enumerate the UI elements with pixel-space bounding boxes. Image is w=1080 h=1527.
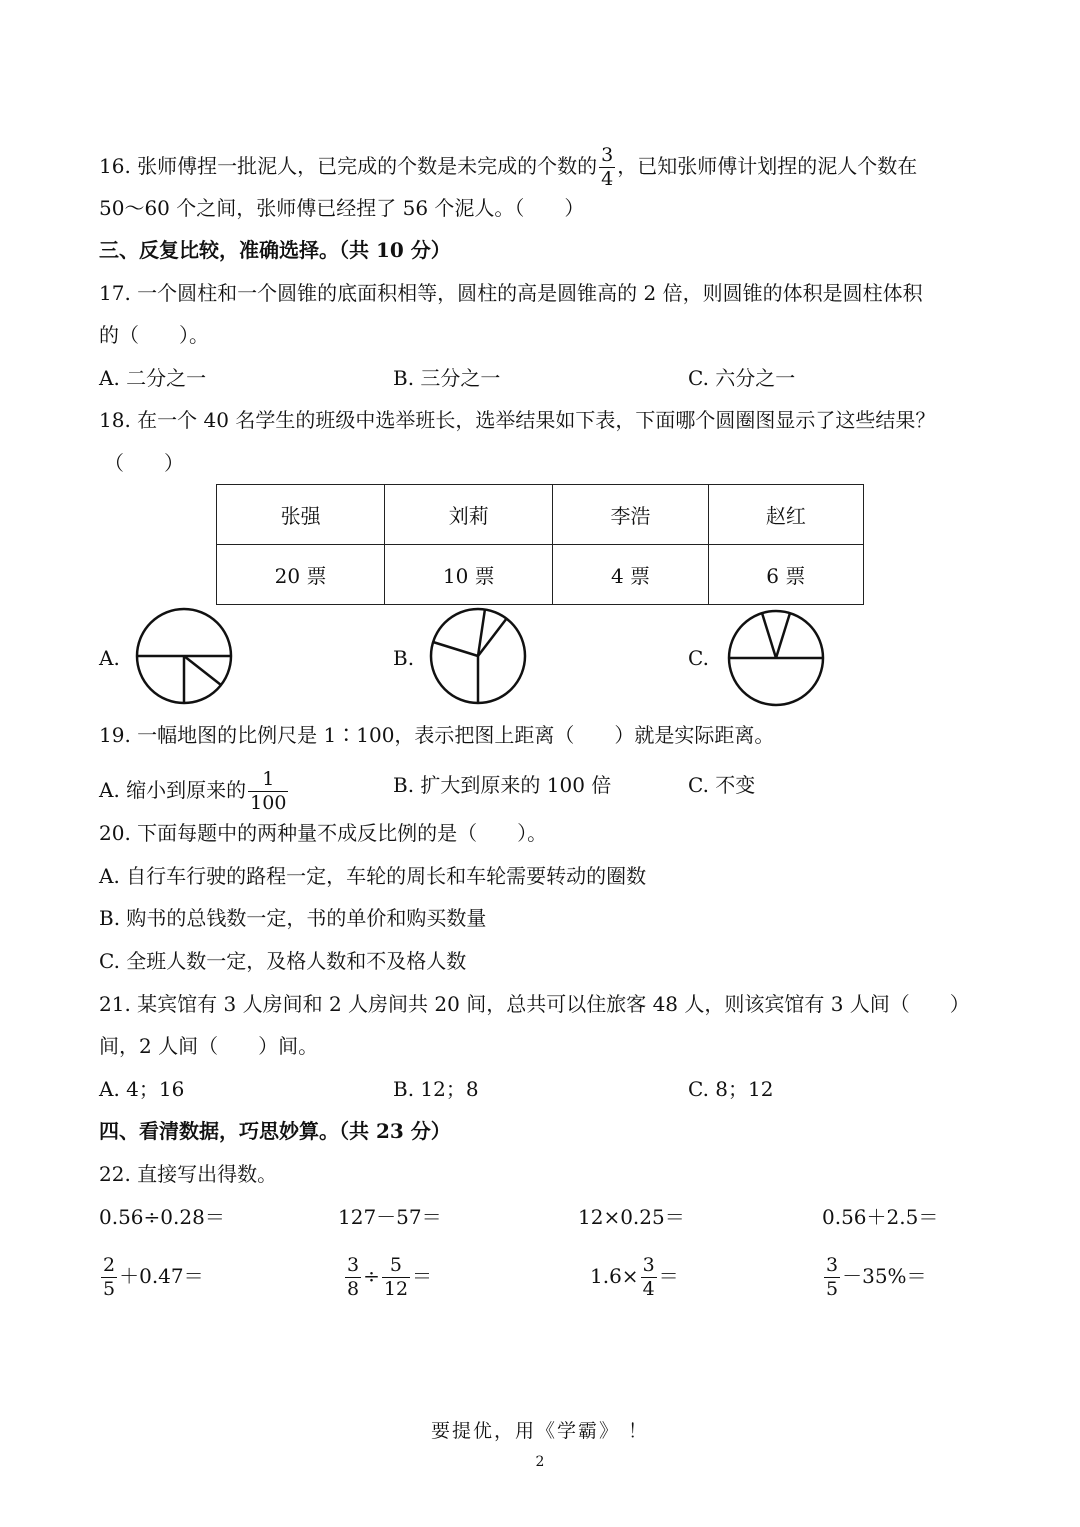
table-header-cell: 李浩 [553, 485, 708, 545]
table-header-cell: 刘莉 [385, 485, 553, 545]
section4-heading: 四、看清数据，巧思妙算。（共 23 分） [99, 1119, 451, 1143]
table-header-cell: 赵红 [708, 485, 863, 545]
table-header-cell: 张强 [217, 485, 385, 545]
calc-item: $\frac{3}{8}$ ÷ $\frac{5}{12}$ ＝ [347, 1254, 433, 1300]
calc-item: 1.6× $\frac{3}{4}$ ＝ [590, 1254, 679, 1300]
calc-item: 0.56＋2.5＝ [822, 1205, 939, 1229]
table-cell: 20 票 [217, 545, 385, 605]
q21-option-a[interactable]: A. 4；16 [99, 1077, 185, 1101]
table-cell: 4 票 [553, 545, 708, 605]
pie-chart-option-b[interactable] [428, 606, 528, 706]
pie-chart-option-a[interactable] [134, 606, 234, 706]
q18-line1: 18. 在一个 40 名学生的班级中选举班长，选举结果如下表，下面哪个圆圈图显示了这些结果？ [99, 408, 936, 432]
table-header-row [217, 485, 864, 545]
q16-line1: 16. 张师傅捏一批泥人，已完成的个数是未完成的个数的 $\frac{3}{4}$ ，已知张师傅计划捏的泥人个数在 [99, 144, 918, 190]
q17-option-b[interactable]: B. 三分之一 [393, 366, 501, 390]
calc-item: 12×0.25＝ [578, 1205, 685, 1229]
vote-table [216, 484, 864, 605]
page-number: 2 [535, 1454, 545, 1470]
q18-option-a-label[interactable]: A. [99, 646, 120, 670]
q21-option-c[interactable]: C. 8；12 [688, 1077, 774, 1101]
q19-line1: 19. 一幅地图的比例尺是 1∶100，表示把图上距离（ ）就是实际距离。 [99, 723, 775, 747]
q18-line2: （ ） [104, 451, 184, 475]
calc-item: 0.56÷0.28＝ [99, 1205, 225, 1229]
footer-slogan: 要提优，用《学霸》 ！ [430, 1420, 650, 1442]
table-row [217, 545, 864, 605]
pie-a-radius-diagonal [184, 656, 221, 685]
table-cell: 10 票 [385, 545, 553, 605]
q16-fraction: $\frac{3}{4}$ [601, 144, 614, 190]
q19-option-c[interactable]: C. 不变 [688, 773, 756, 797]
q21-line1: 21. 某宾馆有 3 人房间和 2 人房间共 20 间，总共可以住旅客 48 人，则该宾馆有 3 人间（ ） [99, 992, 970, 1016]
q19-fraction: $\frac{1}{100}$ [250, 768, 287, 814]
q20-option-a[interactable]: A. 自行车行驶的路程一定，车轮的周长和车轮需要转动的圈数 [99, 864, 647, 888]
table-cell: 6 票 [708, 545, 863, 605]
q21-option-b[interactable]: B. 12；8 [393, 1077, 479, 1101]
q21-line2: 间，2 人间（ ）间。 [99, 1034, 319, 1058]
pie-c-radius-a [762, 613, 776, 658]
pie-c-radius-b [776, 613, 790, 658]
q17-line2: 的（ ）。 [99, 323, 209, 347]
q16-line2: 50～60 个之间，张师傅已经捏了 56 个泥人。（ ） [99, 196, 585, 220]
q20-line1: 20. 下面每题中的两种量不成反比例的是（ ）。 [99, 821, 548, 845]
q17-line1: 17. 一个圆柱和一个圆锥的底面积相等，圆柱的高是圆锥高的 2 倍，则圆锥的体积是圆柱体积 [99, 281, 923, 305]
calc-item: 127－57＝ [338, 1205, 442, 1229]
section3-heading: 三、反复比较，准确选择。（共 10 分） [99, 238, 451, 262]
q19-option-b[interactable]: B. 扩大到原来的 100 倍 [393, 773, 612, 797]
q20-option-c[interactable]: C. 全班人数一定，及格人数和不及格人数 [99, 949, 467, 973]
q17-option-c[interactable]: C. 六分之一 [688, 366, 796, 390]
q18-option-b-label[interactable]: B. [393, 646, 415, 670]
q19-option-a[interactable]: A. 缩小到原来的 $\frac{1}{100}$ [99, 768, 287, 814]
calc-item: $\frac{2}{5}$ ＋0.47＝ [103, 1254, 204, 1300]
calc-item: $\frac{3}{5}$ －35%＝ [826, 1254, 927, 1300]
q22-title: 22. 直接写出得数。 [99, 1162, 278, 1186]
pie-chart-option-c[interactable] [724, 608, 828, 708]
q17-option-a[interactable]: A. 二分之一 [99, 366, 207, 390]
pie-b-radius-left [433, 642, 478, 656]
q18-option-c-label[interactable]: C. [688, 646, 709, 670]
q20-option-b[interactable]: B. 购书的总钱数一定，书的单价和购买数量 [99, 906, 487, 930]
